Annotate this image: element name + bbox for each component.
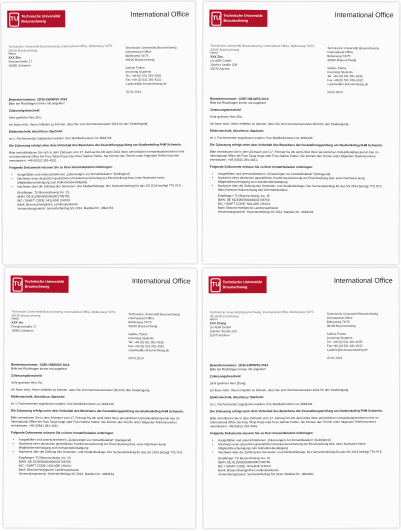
bullet-item: • Ausgefüllten und unterschriebenen „Zulassungen zur Immatrikulation“ (beiliegend) xyxy=(11,438,189,443)
contact-line: Sabine Palme xyxy=(327,66,347,71)
subject-note: Bitte bei Rückfragen immer mit angeben! xyxy=(209,367,266,372)
program-name: Elektrotechnik, Abschluss: Bachelor xyxy=(209,395,264,400)
contact-line: Incoming Students xyxy=(326,335,353,340)
letter-body xyxy=(210,97,388,215)
admission-letter-page xyxy=(203,2,400,265)
letter-date: 20.01.2014 xyxy=(128,356,144,361)
paragraph-2: im 1. Fachsemester zugelassen wurden. Ihre Matrikelnummer ist: 4664143 xyxy=(10,401,114,407)
address-line: Sonnenstraße 17 xyxy=(8,59,33,64)
letter-date: 20.01.2014 xyxy=(125,89,142,94)
bullet-item: • Nachweis einer deutschen gesetzlichen Krankenversicherung zur Einschreibung bzw. einer Nachweis keine Mitgliedsbescheinigung zum Aufnahmebestätigung xyxy=(9,175,187,184)
logo-text: Technische Universität Braunschweig xyxy=(223,14,263,23)
bullet-item: • Nachweis über die Zahlung des Semester- und Studienbeitrags. Der Semesterbeitrag für das SS 2014 beträgt 770,70 € xyxy=(11,450,189,455)
address-line: Herrn xyxy=(210,50,219,55)
address-line: XXX Zhu xyxy=(210,54,224,59)
seal-icon: TU xyxy=(9,12,19,26)
address-line: XXX Zhu xyxy=(8,55,22,60)
address-line: XXX Yin xyxy=(11,320,24,325)
contact-line: Sabine Palme xyxy=(326,331,347,336)
bullet-item: • Nachweis einer deutschen gesetzlichen Krankenversicherung zur Einschreibung bzw. einer Nachweis keine Mitgliedsbescheinigung zum Aufnahmebestätigung xyxy=(210,176,388,185)
contact-line: Bültenweg 74/75 xyxy=(327,54,351,59)
sender-line: Technische Universität Braunschweig, International Office, Bültenweg 74/75, 38106 Braunschweig xyxy=(209,309,315,319)
letter-heading: Zulassungsbescheid xyxy=(11,373,42,378)
recipient-address xyxy=(8,51,88,68)
address-line: 52070 Aachen xyxy=(209,333,230,338)
bank-line: Verwendungszweck: Semesterbeitrag SS 2014, Matrikel Nr.: 4664133 xyxy=(217,209,314,215)
bullet-list xyxy=(9,171,187,188)
letter-heading: Zulassungsbescheid xyxy=(209,374,241,379)
recipient-address xyxy=(210,51,290,71)
logo-text: Technische Universität Braunschweig xyxy=(24,279,64,289)
subject-note: Bitte bei Rückfragen immer mit angeben! xyxy=(8,101,65,106)
paragraph-1: ich freue mich, Ihnen mitteilen zu können, dass Sie zum Sommersemester 2014 für den Studiengang xyxy=(11,387,150,393)
contact-line: 38106 Braunschweig xyxy=(125,57,155,62)
letter-body xyxy=(210,363,388,477)
address-line: Herrn xyxy=(8,51,17,56)
bank-details xyxy=(19,456,189,477)
contact-line: Incoming Students xyxy=(128,336,154,341)
contact-line: Tel. +49 (0) 531 391-4335 xyxy=(326,339,363,344)
subject-note: Bitte bei Rückfragen immer mit angeben! xyxy=(210,100,267,105)
contact-line: Bültenweg 74/75 xyxy=(125,53,149,58)
subject-line: Bewerbernummer: 13/35-15810/SS 2014 xyxy=(210,96,269,101)
program-name: Elektrotechnik, Abschluss: Bachelor xyxy=(10,394,65,399)
bank-line: Verwendungszweck: Semesterbeitrag SS 2014, Matrikel Nr.: 4664161 xyxy=(218,471,314,477)
bank-line: IBAN: DE 8125050000000001706750 xyxy=(17,194,70,199)
bank-details xyxy=(218,456,388,477)
contact-line: s.palme@tu-braunschweig.de xyxy=(125,81,167,86)
contact-block xyxy=(327,312,391,352)
paragraph-2: im 1. Fachsemester zugelassen wurden. Ihre Matrikelnummer ist: 4664161 xyxy=(210,401,313,407)
salutation: Sehr geehrter Herr Zhang, xyxy=(209,381,247,386)
bullet-list xyxy=(210,172,388,193)
condition-note: Die Zulassung erfolgt unter dem Vorbehalt des Bestehens der Feststellungsprüfung am Studienkolleg FHM Schwerin. xyxy=(209,142,383,148)
contact-line: Technische Universität Braunschweig xyxy=(326,311,378,316)
bank-line: Empfänger: TU Braunschweig, Ko. 15 xyxy=(218,456,271,461)
logo-text: Technische Universität Braunschweig xyxy=(21,14,61,24)
sender-line: Technische Universität Braunschweig, International Office, Bültenweg 74/75, 38106 Braunschweig xyxy=(11,309,116,318)
bullet-item: • Nachweis über die Zahlung des Semester- und Studienbeitrags. Der Semesterbeitrag für das SS 2014 beträgt 770,70 € xyxy=(210,450,388,455)
contact-line: s.palme@tu-braunschweig.de xyxy=(128,348,170,353)
contact-line: Tel. +49 (0) 531 391-4335 xyxy=(327,74,363,79)
contact-line: Fax +49 (0) 531 391-4332 xyxy=(125,77,162,82)
address-line: 52070 Aachen xyxy=(210,66,231,71)
paragraph-1: ich freue mich, Ihnen mitteilen zu können, dass Sie zum Sommersemester 2014 für den Studiengang xyxy=(8,121,148,127)
paragraph-3: Bitte immatrikulieren Sie sich in dem Zeitraum vom 17. Februar bis 08. April 2014 Ihren persönlichen Immatrikulationstermin hier im International Office bei Frau Tanja Kopp oder Frau Sabine Palme. Sie können den Termin unter folgender Telefonnummer vereinbaren: +49 (0)531 391-4331. xyxy=(9,149,185,163)
bullet-item: • Nachweis über die Zahlung des Semester- und Studienbeitrags. Der Semesterbeitrag für das SS 2014 beträgt 770,70 € xyxy=(9,183,187,188)
bank-details xyxy=(17,189,187,210)
bank-line: IBAN: DE 8125050000000001706750 xyxy=(217,197,270,202)
paragraph-3: Bitte vereinbaren Sie in dem Zeitraum vom 17. Februar bis 08. April 2014 Ihren persönlichen Immatrikulationstermin hier im International Office bei Frau Tanja Kopp oder Frau Sabine Palme. Sie können den Termin unter folgender Telefonnummer vereinbaren: +49 (0)531 391-4331. xyxy=(210,415,379,429)
contact-line: 38106 Braunschweig xyxy=(128,324,158,329)
university-logo xyxy=(11,276,69,293)
bullet-list xyxy=(210,438,388,455)
seal-icon: TU xyxy=(211,11,221,25)
contact-line: Sabine Palme xyxy=(128,332,148,337)
subject-line: Bewerbernummer: 13/35-15808/SS 2014 xyxy=(11,362,70,367)
contact-line: 38106 Braunschweig xyxy=(327,58,357,63)
letter-body xyxy=(11,363,190,477)
contact-line: International Office xyxy=(125,49,152,54)
paragraph-4: Folgende Dokumente müssen Sie zu Ihrer Immatrikulation mitbringen: xyxy=(210,430,314,436)
condition-note: Die Zulassung erfolgt unter dem Vorbehalt des Bestehens der Feststellungsprüfung am Studienkolleg FHM Schwerin. xyxy=(10,408,184,414)
letter-body xyxy=(9,96,188,210)
condition-note: Die Zulassung erfolgt unter dem Vorbehalt des Bestehens der Feststellungsprüfung am Studienkolleg FHM Schwerin. xyxy=(210,408,383,414)
bank-line: IBAN: DE 8125050000000001706750 xyxy=(218,460,271,465)
address-line: c/o ADR GmbH xyxy=(209,325,231,330)
bullet-item: • Ausgefüllten und unterschriebenen „Zulassungen zur Immatrikulation“ (beiliegend) xyxy=(210,438,388,443)
contact-line: Tel. +49 (0) 531 391-4335 xyxy=(128,340,164,345)
admission-letter-page xyxy=(203,268,400,529)
subject-line: Bewerbernummer: 13/35-15809/SS 2014 xyxy=(209,363,269,368)
paragraph-1: ich freue mich, Ihnen mitteilen zu können, dass Sie zum Sommersemester 2014 für den Studiengang xyxy=(209,387,349,393)
address-line: Friedensstraße 17 xyxy=(11,324,37,329)
salutation: Sehr geehrter Herr Zhu, xyxy=(210,114,243,119)
bank-line: Empfänger: TU Braunschweig, Ko. 15 xyxy=(217,193,270,198)
contact-line: Technische Universität Braunschweig xyxy=(128,312,180,317)
paragraph-2: im 1. Fachsemester zugelassen wurden. Ihre Matrikelnummer ist: 4664133 xyxy=(209,135,313,141)
letter-heading: Zulassungsbescheid xyxy=(8,108,40,113)
recipient-address xyxy=(210,317,290,337)
contact-line: s.palme@tu-braunschweig.de xyxy=(326,347,368,352)
bank-line: BIC / SWIFT CODE: NOLADE 2HXXX xyxy=(217,201,271,206)
contact-line: Sabine Palme xyxy=(125,65,145,70)
bullet-item: • Nachweis einer deutschen gesetzlichen Krankenversicherung zur Einschreibung bzw. einer Nachweis keine Mitgliedsbescheinigung zum Aufnahmebestätigung xyxy=(11,442,189,451)
address-line: XXX Zhang xyxy=(209,321,227,326)
bank-line: Bank: Braunschweigische Landessparkasse xyxy=(217,205,279,210)
address-line: Herrn xyxy=(209,317,218,322)
address-line: c/o ADR GmbH xyxy=(210,58,232,63)
letter-date: 20.01.2014 xyxy=(327,90,343,95)
paragraph-2: im 1. Fachsemester zugelassen wurden. Ihre Matrikelnummer ist: 4664744 xyxy=(9,135,112,141)
bank-line: Bank: Braunschweigische Landessparkasse xyxy=(218,468,279,473)
bank-line: Verwendungszweck: Semesterbeitrag SS 2014, Matrikel Nr.: 4664143 xyxy=(18,471,115,477)
paragraph-4: Folgende Dokumente müssen Sie zu Ihrer Immatrikulation mitbringen: xyxy=(209,164,314,170)
office-title: International Office xyxy=(333,277,393,285)
contact-line: International Office xyxy=(326,315,353,320)
sender-line: Technische Universität Braunschweig, International Office, Bültenweg 74/75, 38106 Braunschweig xyxy=(210,43,315,52)
subject-note: Bitte bei Rückfragen immer mit angeben! xyxy=(11,366,68,371)
bullet-item: • Ausgefüllten und unterschriebenen „Zulassungen zur Immatrikulation“ (beiliegend) xyxy=(9,171,187,176)
address-line: 19055 Schwerin xyxy=(11,328,34,333)
bullet-item: • Ausgefüllten und unterschriebenen „Zulassungen zur Immatrikulation“ (beiliegend) xyxy=(210,172,388,177)
bank-line: BIC / SWIFT CODE: NOLADE 2HXXX xyxy=(218,464,271,469)
bank-line: IBAN: DE 8125050000000001706750 xyxy=(18,459,71,464)
contact-line: s.palme@tu-braunschweig.de xyxy=(327,82,369,87)
seal-icon: TU xyxy=(211,278,221,292)
office-title: International Office xyxy=(334,12,394,20)
contact-line: Fax +49 (0) 531 391-4332 xyxy=(326,343,363,348)
contact-line: 38106 Braunschweig xyxy=(326,323,356,328)
contact-line: Tel. +49 (0) 531 391-4335 xyxy=(125,73,162,78)
letter-heading: Zulassungsbescheid xyxy=(210,107,241,112)
logo-text: Technische Universität Braunschweig xyxy=(222,280,262,289)
admission-letter-page xyxy=(3,267,196,528)
bank-line: Bank: Braunschweigische Landessparkasse xyxy=(18,467,80,472)
bank-line: Bank: Braunschweigische Landessparkasse xyxy=(17,202,79,207)
university-logo xyxy=(209,10,267,27)
paragraph-3: Bitte vereinbaren Sie in dem Zeitraum vom 17. Februar bis 08. April 2014 Ihren persönlichen Immatrikulationstermin hier im International Office bei Frau Tanja Kopp oder Frau Sabine Palme. Sie können den Termin unter folgender Telefonnummer vereinbaren: +49 (0)531 391-4331. xyxy=(209,149,379,162)
address-line: Herrn xyxy=(11,316,20,321)
bullet-list xyxy=(11,438,189,455)
contact-line: Bültenweg 74/75 xyxy=(128,320,152,325)
condition-note: Die Zulassung erfolgt unter dem Vorbehalt des Bestehens der Feststellungsprüfung am Studienkolleg FHM Schwerin. xyxy=(9,142,182,148)
bank-line: BIC / SWIFT CODE: NOLADE 2HXXX xyxy=(17,198,71,203)
contact-line: International Office xyxy=(327,50,354,55)
bank-line: Empfänger: TU Braunschweig, Ko. 15 xyxy=(18,455,71,460)
contact-line: Incoming Students xyxy=(327,70,353,75)
paragraph-4: Folgende Dokumente müssen Sie zu Ihrer Immatrikulation mitbringen: xyxy=(9,164,113,170)
recipient-address xyxy=(11,317,91,333)
address-line: Jülicher Straße 209 xyxy=(209,329,237,334)
paragraph-4: Folgende Dokumente müssen Sie zu Ihrer Immatrikulation mitbringen: xyxy=(10,430,115,436)
university-logo xyxy=(7,10,65,27)
contact-line: Fax +49 (0) 531 391-4332 xyxy=(128,344,165,349)
bank-line: BIC / SWIFT CODE: NOLADE 2HXXX xyxy=(18,463,72,468)
bullet-item: • Nachweis einer deutschen gesetzlichen Krankenversicherung zur Einschreibung bzw. einer Nachweis keine Mitgliedsbescheinigung zum Aufnahmebestätigung xyxy=(210,442,388,451)
subject-line: Bewerbernummer: 13/35-15806/SS 2014 xyxy=(8,97,68,102)
admission-letter-page xyxy=(1,1,197,264)
office-title: International Office xyxy=(131,278,191,286)
office-title: International Office xyxy=(130,11,190,19)
contact-line: International Office xyxy=(128,316,155,321)
bullet-item: • Nachweis über die Zahlung des Semester- und Studienbeitrags. Der Semesterbeitrag für das SS 2014 beträgt 770,70 € https://www.tu-braunschweig.de/i-o/immatrikulation xyxy=(210,184,388,193)
paragraph-3: Bitte vereinbaren Sie in dem Zeitraum vom 17. Februar bis 08. April 2014 Ihren persönlichen Immatrikulationstermin hier im International Office bei Frau Tanja Kopp oder Frau Sabine Palme. Sie können den Termin unter folgender Telefonnummer vereinbaren: +49 (0)531 391-4331. xyxy=(10,415,180,428)
seal-icon: TU xyxy=(13,277,23,291)
address-line: Jülicher Straße 209 xyxy=(210,62,238,67)
bank-details xyxy=(218,194,388,215)
program-name: Elektrotechnik, Abschluss: Bachelor xyxy=(8,129,63,134)
program-name: Elektrotechnik, Abschluss: Bachelor xyxy=(210,128,264,133)
contact-line: Technische Universität Braunschweig xyxy=(125,45,177,50)
contact-line: Incoming Students xyxy=(125,69,152,74)
salutation: Sehr geehrter Herr Yin, xyxy=(11,380,43,385)
salutation: Sehr geehrter Herr Zhu, xyxy=(8,115,42,120)
address-line: 18055 Schwerin xyxy=(8,63,31,68)
letter-date: 20.01.2014 xyxy=(326,355,343,360)
paragraph-1: ich freue mich, Ihnen mitteilen zu können, dass Sie zum Sommersemester 2014 für den Studiengang xyxy=(210,121,349,127)
contact-line: Bültenweg 74/75 xyxy=(326,319,350,324)
bank-line: Empfänger: TU Braunschweig, Ko. 15 xyxy=(17,190,70,195)
sender-line: Technische Universität Braunschweig, International Office, Bültenweg 74/75, 38106 Braunschweig xyxy=(8,43,113,53)
contact-block xyxy=(125,45,189,85)
contact-line: Fax +49 (0) 531 391-4332 xyxy=(327,78,364,83)
contact-line: Technische Universität Braunschweig xyxy=(327,46,379,51)
contact-block xyxy=(327,46,391,86)
bank-line: Verwendungszweck: Semesterbeitrag SS 2014, Matrikel Nr.: 4664744 xyxy=(17,205,114,211)
contact-block xyxy=(128,312,192,352)
university-logo xyxy=(209,276,267,293)
